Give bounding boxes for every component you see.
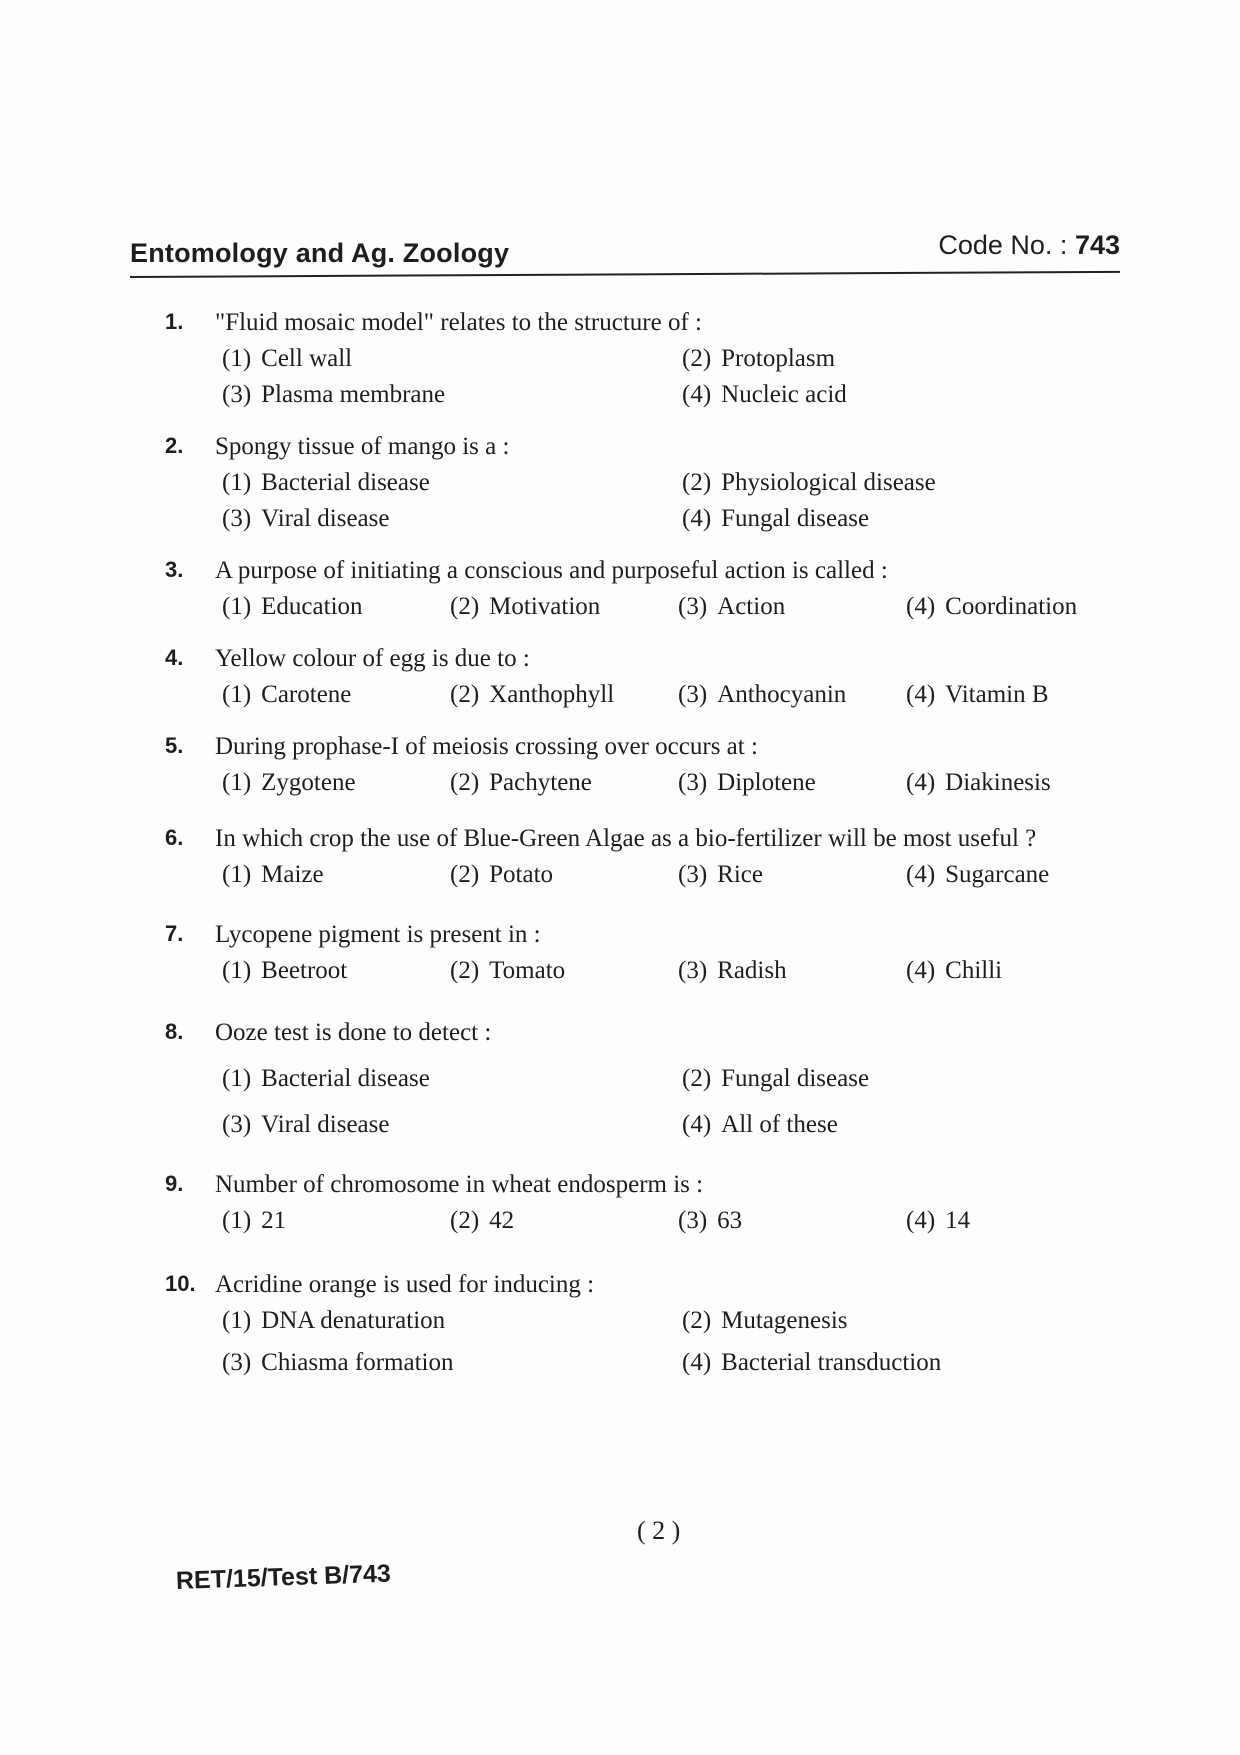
question-number: 10. <box>165 1271 196 1296</box>
option-number: (2) <box>450 681 480 708</box>
option-number: (4) <box>682 505 712 532</box>
option-list <box>222 1303 1115 1381</box>
option-text: Viral disease <box>261 505 390 532</box>
question <box>165 641 1115 713</box>
option-number: (4) <box>906 1207 936 1234</box>
option-list <box>222 589 1115 625</box>
option-text: Tomato <box>489 957 566 984</box>
option <box>222 953 450 989</box>
paper-code: RET/15/Test B/743 <box>175 1559 392 1595</box>
option-number: (3) <box>678 769 708 796</box>
option-number: (4) <box>906 769 936 796</box>
option <box>222 1107 682 1143</box>
option <box>906 857 1126 893</box>
option-number: (1) <box>222 1207 252 1234</box>
option-number: (3) <box>678 681 708 708</box>
question <box>165 553 1115 625</box>
option-text: Bacterial transduction <box>721 1349 942 1376</box>
option <box>222 857 450 893</box>
question-number: 5. <box>165 733 184 758</box>
question-text: Yellow colour of egg is due to : <box>215 645 530 672</box>
option <box>682 1345 1102 1381</box>
option-number: (2) <box>450 1207 480 1234</box>
option-list <box>222 341 1115 413</box>
option-number: (1) <box>222 681 252 708</box>
option-text: Xanthophyll <box>489 681 615 708</box>
option-text: Cell wall <box>261 345 353 372</box>
question-text: Spongy tissue of mango is a : <box>215 433 510 460</box>
option <box>682 501 1102 537</box>
option-text: Chilli <box>945 957 1003 984</box>
option-number: (3) <box>222 1349 252 1376</box>
option-text: 21 <box>261 1207 287 1234</box>
question <box>165 1167 1115 1239</box>
option-number: (1) <box>222 769 252 796</box>
option-number: (4) <box>906 861 936 888</box>
question-text: Acridine orange is used for inducing : <box>215 1271 595 1298</box>
option-text: All of these <box>721 1111 838 1138</box>
option-number: (2) <box>450 769 480 796</box>
option-text: 42 <box>489 1207 515 1234</box>
option-number: (3) <box>222 1111 252 1138</box>
option <box>906 1203 1126 1239</box>
option-number: (1) <box>222 1307 252 1334</box>
option <box>678 677 906 713</box>
option-list <box>222 1203 1115 1239</box>
option-number: (1) <box>222 1065 252 1092</box>
option <box>222 1203 450 1239</box>
question-number: 6. <box>165 825 184 850</box>
question-text: Number of chromosome in wheat endosperm is : <box>215 1171 704 1198</box>
question-number: 1. <box>165 309 184 334</box>
question-list <box>165 305 1115 1381</box>
option-number: (1) <box>222 861 252 888</box>
option-number: (4) <box>906 593 936 620</box>
option <box>682 377 1102 413</box>
option <box>678 589 906 625</box>
option-text: Viral disease <box>261 1111 390 1138</box>
option-text: Chiasma formation <box>261 1349 454 1376</box>
option-text: Maize <box>261 861 324 888</box>
option <box>450 953 678 989</box>
page-number: ( 2 ) <box>637 1516 681 1545</box>
option-number: (4) <box>906 957 936 984</box>
code-value: 743 <box>1074 230 1120 260</box>
option-text: Rice <box>717 861 763 888</box>
option <box>222 765 450 801</box>
question-text: Ooze test is done to detect : <box>215 1019 492 1046</box>
option-text: Action <box>717 593 786 620</box>
option-number: (1) <box>222 345 252 372</box>
option <box>450 677 678 713</box>
question-number: 2. <box>165 433 184 458</box>
option-text: Plasma membrane <box>261 381 446 408</box>
option-number: (3) <box>678 593 708 620</box>
option-text: Radish <box>717 957 787 984</box>
option <box>450 589 678 625</box>
question-number: 9. <box>165 1171 184 1196</box>
option-text: Bacterial disease <box>261 1065 430 1092</box>
option-text: Education <box>261 593 363 620</box>
option-list <box>222 1061 1115 1143</box>
question-text: Lycopene pigment is present in : <box>215 921 541 948</box>
option-number: (1) <box>222 469 252 496</box>
question <box>165 1267 1115 1381</box>
question-text: A purpose of initiating a conscious and purposeful action is called : <box>215 557 888 584</box>
option-text: Anthocyanin <box>717 681 847 708</box>
option <box>222 341 682 377</box>
option <box>678 1203 906 1239</box>
option-number: (3) <box>678 1207 708 1234</box>
option <box>682 1061 1102 1097</box>
option-text: Mutagenesis <box>721 1307 848 1334</box>
option-number: (3) <box>678 861 708 888</box>
option <box>450 857 678 893</box>
option-number: (2) <box>450 593 480 620</box>
option-number: (4) <box>682 381 712 408</box>
question-text: "Fluid mosaic model" relates to the structure of : <box>215 309 702 336</box>
option-text: 14 <box>945 1207 971 1234</box>
option-text: Physiological disease <box>721 469 936 496</box>
option-text: Motivation <box>489 593 601 620</box>
option-text: Diplotene <box>717 769 816 796</box>
option-text: Beetroot <box>261 957 348 984</box>
option-list <box>222 765 1115 801</box>
option-text: Nucleic acid <box>721 381 847 408</box>
option <box>682 465 1102 501</box>
option <box>682 341 1102 377</box>
option-text: 63 <box>717 1207 743 1234</box>
option-text: Pachytene <box>489 769 592 796</box>
option-number: (3) <box>678 957 708 984</box>
code-number <box>938 230 1120 261</box>
option-text: Bacterial disease <box>261 469 430 496</box>
option-list <box>222 677 1115 713</box>
option-number: (2) <box>682 469 712 496</box>
question-number: 7. <box>165 921 184 946</box>
option-text: Zygotene <box>261 769 356 796</box>
option <box>222 377 682 413</box>
option <box>906 589 1126 625</box>
option-text: Carotene <box>261 681 352 708</box>
option <box>222 1303 682 1339</box>
option-number: (2) <box>682 1065 712 1092</box>
option-text: Potato <box>489 861 554 888</box>
code-label: Code No. : <box>938 230 1068 260</box>
question <box>165 821 1115 893</box>
option <box>222 465 682 501</box>
option-number: (4) <box>682 1349 712 1376</box>
option-number: (2) <box>450 957 480 984</box>
question <box>165 917 1115 989</box>
option-number: (3) <box>222 381 252 408</box>
option <box>222 677 450 713</box>
question-number: 3. <box>165 557 184 582</box>
option <box>682 1303 1102 1339</box>
option-list <box>222 465 1115 537</box>
option <box>678 857 906 893</box>
option-number: (4) <box>682 1111 712 1138</box>
option-text: Fungal disease <box>721 1065 870 1092</box>
option <box>222 589 450 625</box>
option <box>450 765 678 801</box>
option-text: DNA denaturation <box>261 1307 446 1334</box>
question <box>165 305 1115 413</box>
option-number: (1) <box>222 593 252 620</box>
option <box>682 1107 1102 1143</box>
option <box>906 765 1126 801</box>
question <box>165 1015 1115 1143</box>
option <box>222 501 682 537</box>
option <box>906 677 1126 713</box>
option-text: Coordination <box>945 593 1078 620</box>
option-list <box>222 857 1115 893</box>
option <box>678 765 906 801</box>
option <box>678 953 906 989</box>
question-number: 4. <box>165 645 184 670</box>
option-number: (1) <box>222 957 252 984</box>
option-text: Protoplasm <box>721 345 836 372</box>
option <box>450 1203 678 1239</box>
option-number: (2) <box>450 861 480 888</box>
option-number: (2) <box>682 1307 712 1334</box>
question <box>165 729 1115 801</box>
option <box>906 953 1126 989</box>
option <box>222 1345 682 1381</box>
subject-title: Entomology and Ag. Zoology <box>130 238 510 268</box>
question-number: 8. <box>165 1019 184 1044</box>
option-text: Fungal disease <box>721 505 870 532</box>
option-text: Sugarcane <box>945 861 1050 888</box>
question-text: In which crop the use of Blue-Green Algae as a bio-fertilizer will be most useful ? <box>215 825 1037 852</box>
option-number: (4) <box>906 681 936 708</box>
option-list <box>222 953 1115 989</box>
option-text: Diakinesis <box>945 769 1051 796</box>
option-number: (2) <box>682 345 712 372</box>
question-text: During prophase-I of meiosis crossing over occurs at : <box>215 733 758 760</box>
question <box>165 429 1115 537</box>
option <box>222 1061 682 1097</box>
option-text: Vitamin B <box>945 681 1049 708</box>
option-number: (3) <box>222 505 252 532</box>
